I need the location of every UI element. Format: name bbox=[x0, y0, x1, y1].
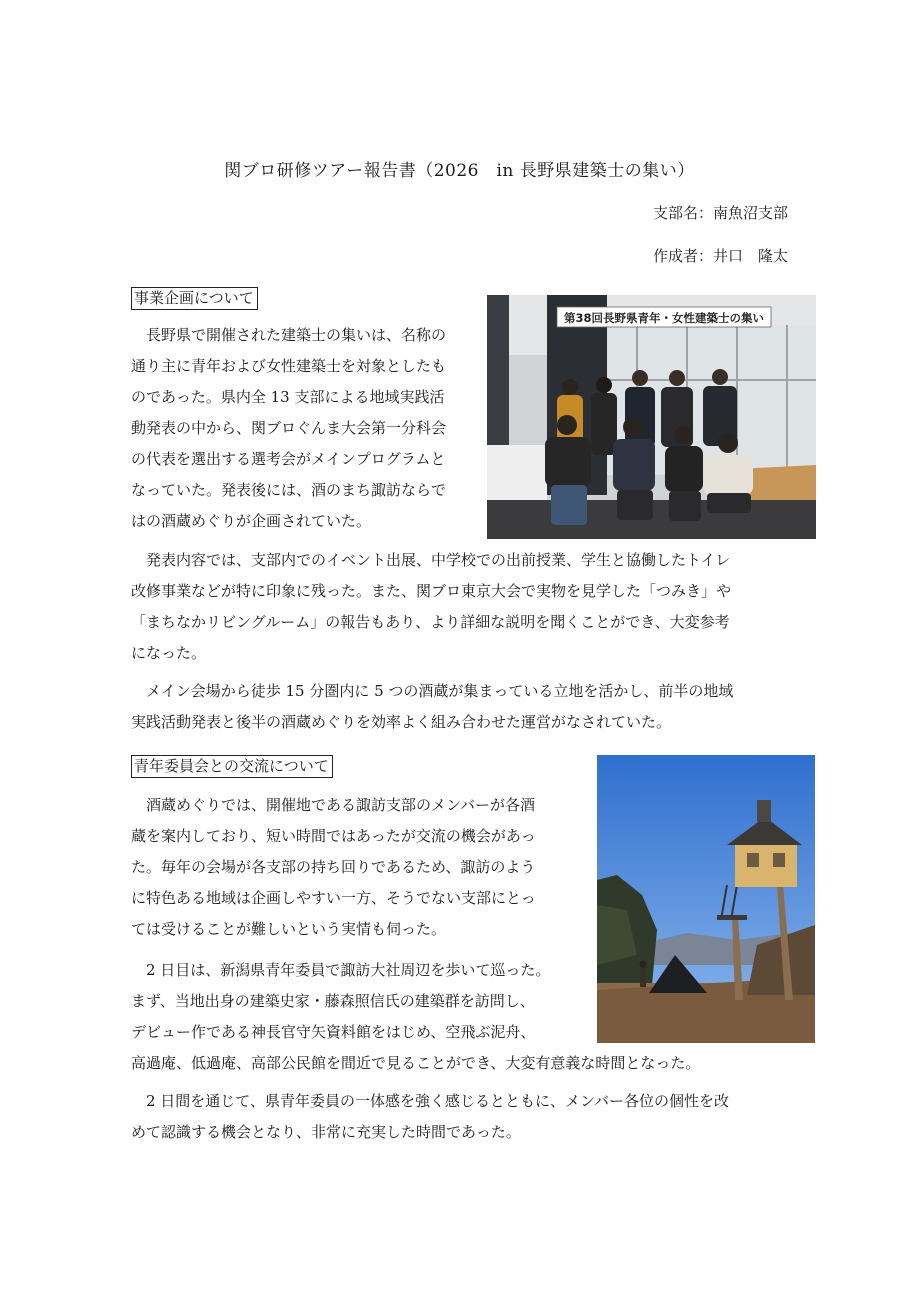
section2-paragraph-2 bbox=[131, 955, 700, 1079]
text-line: 2 日間を通じて、県青年委員の一体感を強く感じるとともに、メンバー各位の個性を改 bbox=[131, 1092, 729, 1110]
text-line: はの酒蔵めぐりが企画されていた。 bbox=[131, 512, 372, 530]
text-line: 発表内容では、支部内でのイベント出展、中学校での出前授業、学生と協働したトイレ bbox=[131, 551, 731, 569]
text-line: になった。 bbox=[131, 644, 207, 662]
text-line: 2 日目は、新潟県青年委員で諏訪大社周辺を歩いて巡った。 bbox=[131, 961, 551, 979]
text-line: めて認識する機会となり、非常に充実した時間であった。 bbox=[131, 1123, 521, 1141]
text-line: 実践活動発表と後半の酒蔵めぐりを効率よく組み合わせた運営がなされていた。 bbox=[131, 713, 672, 731]
section2-paragraph-3 bbox=[131, 1086, 729, 1148]
section-heading-exchange: 青年委員会との交流について bbox=[131, 755, 333, 778]
group-photo bbox=[487, 295, 816, 539]
text-line: 高過庵、低過庵、高部公民館を間近で見ることができ、大変有意義な時間となった。 bbox=[131, 1054, 701, 1072]
text-line: 「まちなかリビングルーム」の報告もあり、より詳細な説明を聞くことができ、大変参考 bbox=[131, 613, 730, 631]
text-line: に特色ある地域は企画しやすい一方、そうでない支部にとっ bbox=[131, 889, 536, 907]
text-line: 長野県で開催された建築士の集いは、名称の bbox=[131, 326, 447, 344]
text-line: の代表を選出する選考会がメインプログラムと bbox=[131, 450, 446, 468]
text-line: なっていた。発表後には、酒のまち諏訪ならで bbox=[131, 481, 446, 499]
section1-paragraph-1 bbox=[131, 320, 446, 537]
page-title: 関ブロ研修ツアー報告書（2026 in 長野県建築士の集い） bbox=[224, 161, 695, 181]
text-line: 酒蔵めぐりでは、開催地である諏訪支部のメンバーが各酒 bbox=[131, 796, 535, 814]
author-name: 作成者：井口 隆太 bbox=[652, 247, 788, 265]
text-line: 通り主に青年および女性建築士を対象としたも bbox=[131, 357, 447, 375]
photo-banner-text: 第38回長野県青年・女性建築士の集い bbox=[563, 311, 765, 325]
text-line: 動発表の中から、関ブロぐんま大会第一分科会 bbox=[131, 419, 447, 437]
text-line: た。毎年の会場が各支部の持ち回りであるため、諏訪のよう bbox=[131, 858, 536, 876]
text-line: のであった。県内全 13 支部による地域実践活 bbox=[131, 388, 445, 406]
text-line: 蔵を案内しており、短い時間ではあったが交流の機会があっ bbox=[131, 827, 536, 845]
section-heading-planning: 事業企画について bbox=[131, 287, 258, 310]
text-line: メイン会場から徒歩 15 分圏内に 5 つの酒蔵が集まっている立地を活かし、前半の地域 bbox=[131, 682, 734, 700]
text-line: まず、当地出身の建築史家・藤森照信氏の建築群を訪問し、 bbox=[131, 992, 535, 1010]
section1-paragraph-3 bbox=[131, 676, 733, 738]
text-line: 改修事業などが特に印象に残った。また、関ブロ東京大会で実物を見学した「つみき」や bbox=[131, 582, 732, 600]
section1-paragraph-2 bbox=[131, 545, 731, 669]
branch-name: 支部名：南魚沼支部 bbox=[652, 204, 788, 222]
text-line: ては受けることが難しいという実情も伺った。 bbox=[131, 920, 447, 938]
section2-paragraph-1 bbox=[131, 790, 536, 945]
text-line: デビュー作である神長官守矢資料館をはじめ、空飛ぶ泥舟、 bbox=[131, 1023, 536, 1041]
